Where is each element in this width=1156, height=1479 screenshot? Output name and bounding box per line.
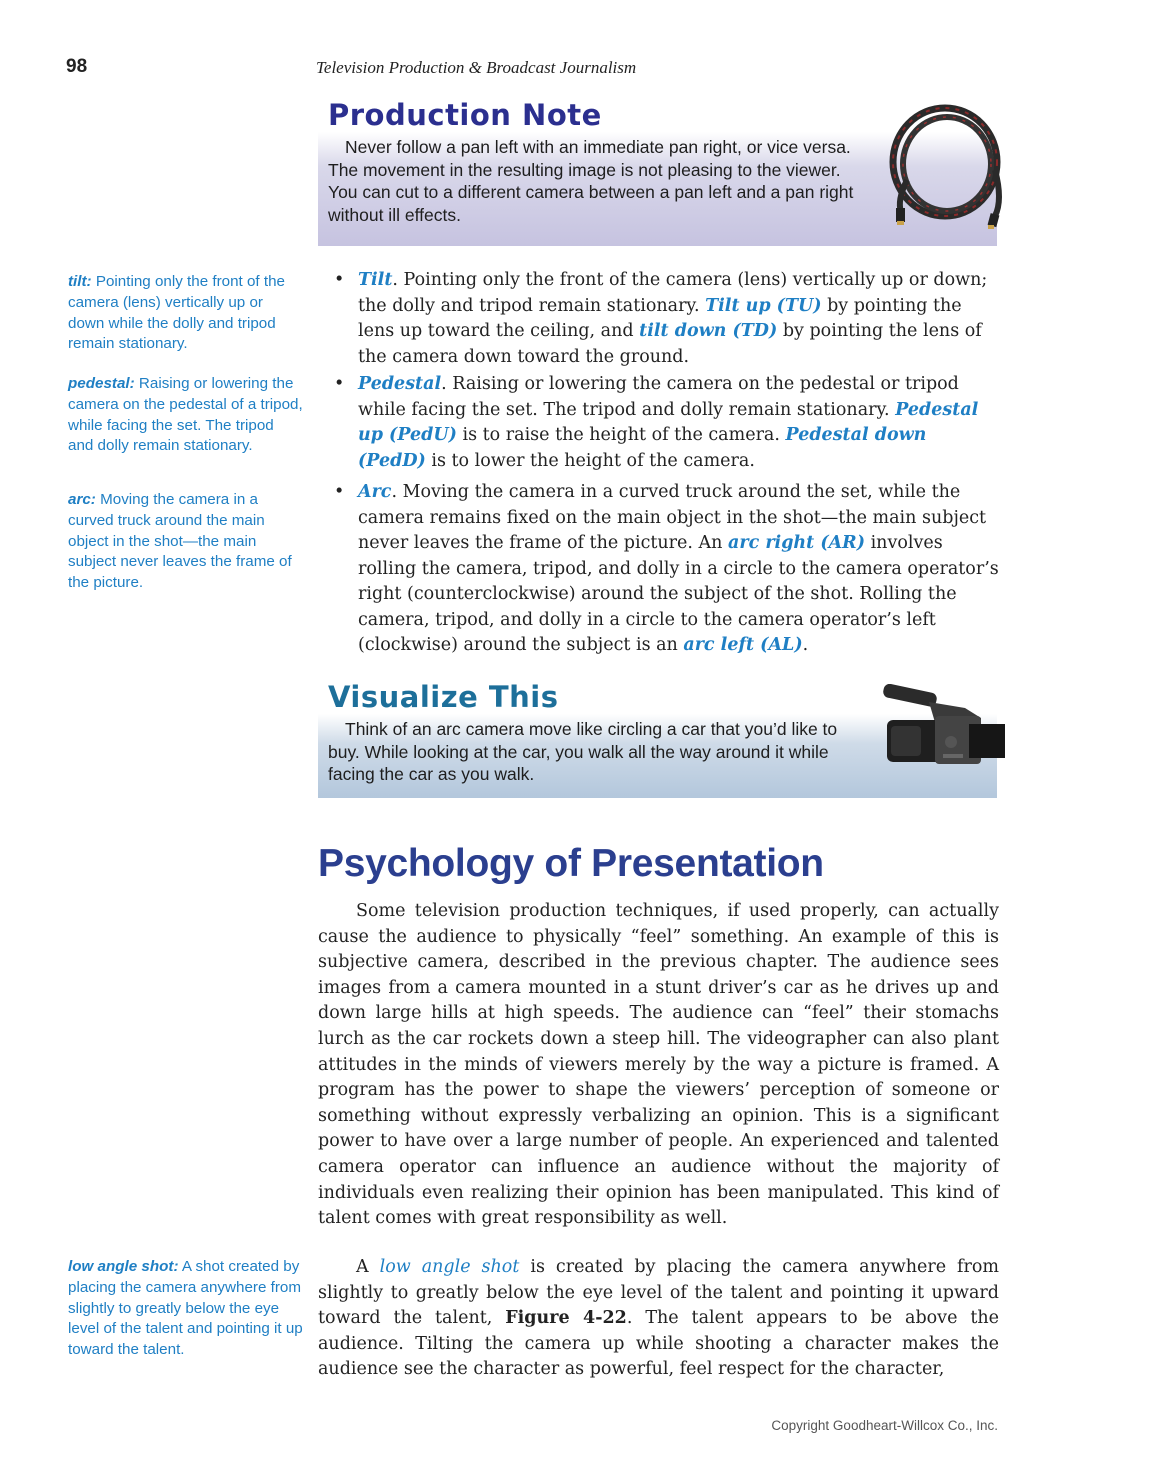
list-item-tilt (334, 268, 999, 370)
text: . (802, 635, 809, 655)
production-note-text: Never follow a pan left with an immediate pan right, or vice versa. The movement in the resulting image is not pleasing to the viewer. You can cut to a different camera between a pan left and a pan right without ill effects. (328, 137, 854, 225)
text: . Raising or lowering the camera on the pedestal or tripod while facing the set. The tripod and dolly remain stationary. (358, 374, 959, 420)
visualize-this-box (318, 680, 997, 798)
text: by pointing the lens up toward the ceiling, and (358, 295, 962, 341)
text: A (356, 1257, 380, 1277)
figure-reference: Figure 4-22 (505, 1308, 627, 1329)
term-tilt: Tilt (358, 270, 393, 290)
term-arc-left: arc left (AL) (683, 635, 803, 655)
bullet-icon: • (334, 270, 345, 290)
text: involves rolling the camera, tripod, and dolly in a circle to the camera operator’s right (counterclockwise) around the subject of the shot. Rolling the camera, tripod, and dolly in a circle to the camera operator’s left (clockwise) around the subject is an (358, 533, 999, 655)
margin-term: low angle shot: (68, 1258, 179, 1275)
body-paragraph-2 (318, 1255, 999, 1383)
video-camera-icon (869, 684, 1009, 777)
term-arc: Arc (358, 482, 392, 502)
margin-note-tilt (68, 272, 303, 355)
camera-movement-list (334, 268, 999, 661)
bullet-icon: • (334, 482, 345, 502)
paragraph-text: Some television production techniques, if used properly, can actually cause the audience to physically “feel” something. An example of this is subjective camera, described in the previous chapter. The audience sees images from a camera mounted in a stunt driver’s car as he drives up and down large hills at high speeds. The audience can “feel” their stomachs lurch as the car rockets down a steep hill. The videographer can also plant attitudes in the minds of viewers merely by the way a picture is framed. A program has the power to shape the viewers’ perception of someone or something without expressly verbalizing an opinion. This is a significant power to have over a large number of people. An experienced and talented camera operator can influence an audience without the majority of individuals even realizing their opinion has been manipulated. This kind of talent comes with great responsibility as well. (318, 901, 999, 1229)
running-head: Television Production & Broadcast Journalism (316, 58, 637, 77)
term-tilt-down: tilt down (TD) (639, 321, 778, 341)
term-low-angle-shot: low angle shot (379, 1257, 520, 1277)
copyright-footer: Copyright Goodheart-Willcox Co., Inc. (771, 1418, 998, 1433)
hdmi-cable-icon (887, 100, 1007, 241)
text: . Pointing only the front of the camera (lens) vertically up or down; the dolly and tripod remain stationary. (358, 270, 988, 316)
term-pedestal-down: Pedestal down (PedD) (358, 425, 927, 471)
production-note-box (318, 98, 997, 246)
margin-definition: Pointing only the front of the camera (lens) vertically up or down while the dolly and tripod remain stationary. (68, 273, 285, 353)
body-paragraph-1 (318, 899, 999, 1232)
production-note-title: Production Note (328, 98, 602, 132)
margin-term: pedestal: (68, 375, 135, 392)
term-pedestal-up: Pedestal up (PedU) (358, 399, 979, 445)
visualize-this-title: Visualize This (328, 680, 559, 714)
margin-note-pedestal (68, 374, 303, 457)
term-pedestal: Pedestal (358, 374, 442, 394)
text: is to lower the height of the camera. (425, 450, 755, 471)
text: is created by placing the camera anywhere from slightly to greatly below the eye level of the talent and pointing it upward toward the talent, (318, 1257, 1000, 1329)
text: by pointing the lens of the camera down toward the ground. (358, 321, 982, 367)
list-item-pedestal (334, 372, 999, 474)
list-item-arc (334, 480, 999, 659)
margin-note-low-angle-shot (68, 1257, 303, 1361)
term-tilt-up: Tilt up (TU) (705, 295, 822, 316)
page-number: 98 (66, 56, 88, 77)
margin-definition: A shot created by placing the camera anywhere from slightly to greatly below the eye level of the talent and pointing it up toward the talent. (68, 1258, 303, 1359)
section-heading: Psychology of Presentation (318, 842, 824, 885)
margin-term: arc: (68, 491, 96, 508)
text: . Moving the camera in a curved truck around the set, while the camera remains fixed on the main object in the shot—the main subject never leaves the frame of the picture. An (358, 482, 987, 553)
margin-term: tilt: (68, 273, 92, 290)
text: . The talent appears to be above the audience. Tilting the camera up while shooting a character makes the audience see the character as powerful, feel respect for the character, (318, 1308, 999, 1380)
text: is to raise the height of the camera. (456, 425, 786, 445)
margin-note-arc (68, 490, 303, 594)
margin-definition: Moving the camera in a curved truck around the main object in the shot—the main subject never leaves the frame of the picture. (68, 491, 292, 592)
bullet-icon: • (334, 374, 345, 394)
margin-definition: Raising or lowering the camera on the pedestal of a tripod, while facing the set. The tripod and dolly remain stationary. (68, 375, 303, 455)
visualize-this-text: Think of an arc camera move like circling a car that you’d like to buy. While looking at the car, you walk all the way around it while facing the car as you walk. (328, 719, 838, 784)
term-arc-right: arc right (AR) (728, 533, 866, 553)
